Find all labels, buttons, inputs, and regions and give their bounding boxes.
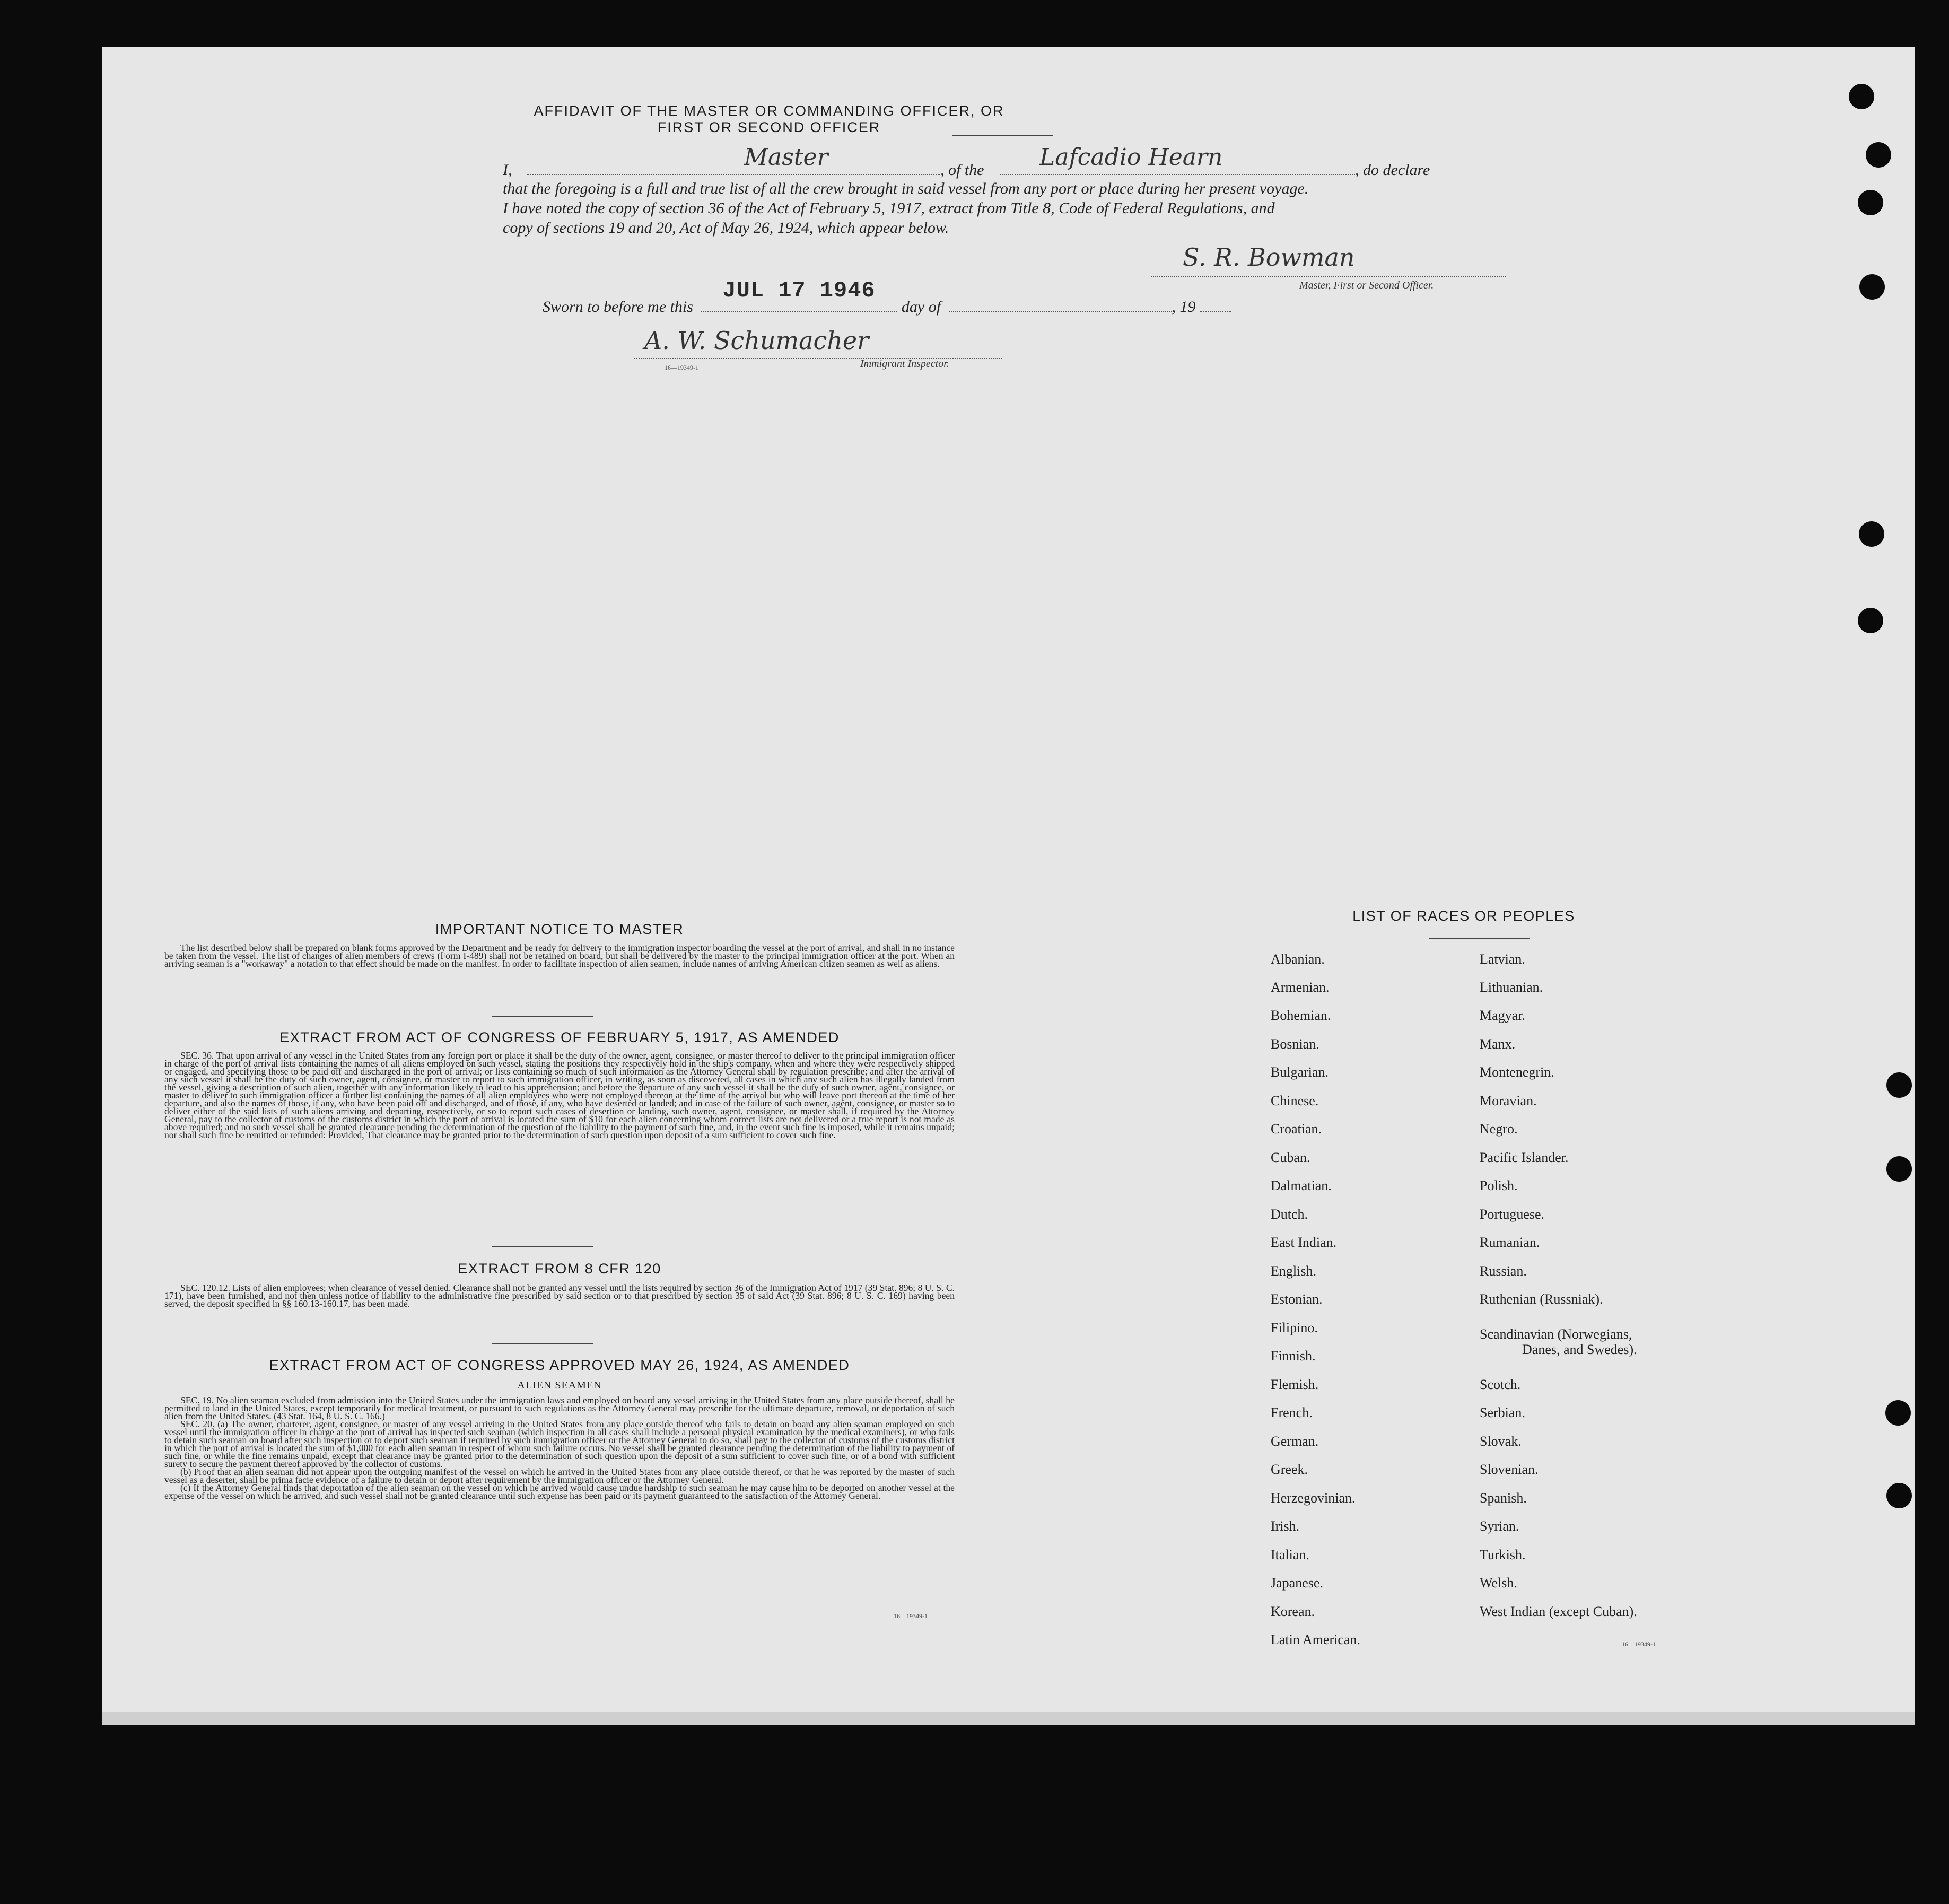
officer-signature-line [1151,243,1506,277]
extract-cfr-title: EXTRACT FROM 8 CFR 120 [458,1261,661,1277]
race-item: Italian. [1271,1547,1309,1562]
year-label: , 19 [1172,298,1196,316]
race-item: Polish. [1480,1178,1518,1193]
race-item: Greek. [1271,1462,1308,1477]
sheet-bottom-edge [102,1712,1915,1725]
year-field [1200,296,1231,312]
race-item: Irish. [1271,1518,1300,1534]
race-item: Lithuanian. [1480,980,1543,995]
race-item: Bohemian. [1271,1008,1331,1023]
race-item: Croatian. [1271,1121,1322,1137]
race-item: Scandinavian (Norwegians, [1480,1326,1632,1342]
races-form-number: 16—19349-1 [1622,1640,1656,1648]
race-item: Estonian. [1271,1291,1323,1307]
race-item: Dutch. [1271,1207,1308,1222]
race-item: Herzegovinian. [1271,1490,1356,1506]
race-item: East Indian. [1271,1235,1337,1250]
race-item: Japanese. [1271,1575,1323,1591]
race-item: Scotch. [1480,1377,1521,1392]
binder-hole [1886,1072,1912,1098]
inspector-signature-line [634,326,1002,359]
sec-120-12-paragraph: SEC. 120.12. Lists of alien employees; when clearance of vessel denied. Clearance shall not be granted any vessel until the lists required by section 36 of the Immigration Act of 1917 (39 Stat. 896; 8 U. S. C. 171), have been furnished, and not then unless notice of liability to the administrative fine prescribed by said section or to that prescribed by section 35 of said Act (39 Stat. 896; 8 U. S. C. 169) having been served, the deposit specified in §§ 160.13-160.17, has been made. [164,1282,955,1309]
section-divider [492,1016,593,1017]
race-item: Montenegrin. [1480,1064,1554,1080]
race-item: Finnish. [1271,1348,1316,1364]
officer-signature-caption: Master, First or Second Officer. [1299,280,1434,291]
race-item: Moravian. [1480,1093,1537,1108]
inspector-signature: A. W. Schumacher [644,326,869,355]
declare-label: , do declare [1355,161,1430,179]
race-item: Ruthenian (Russniak). [1480,1291,1603,1307]
handwritten-vessel-name: Lafcadio Hearn [1039,144,1223,171]
race-item: Armenian. [1271,980,1330,995]
race-item: West Indian (except Cuban). [1480,1604,1637,1619]
race-item: Albanian. [1271,951,1325,967]
binder-hole [1858,608,1883,633]
race-item: English. [1271,1263,1316,1279]
binder-hole [1858,190,1883,215]
race-item: Welsh. [1480,1575,1517,1591]
race-item: Bulgarian. [1271,1064,1329,1080]
race-item: Dalmatian. [1271,1178,1332,1193]
race-item: Slovenian. [1480,1462,1539,1477]
race-item: Slovak. [1480,1434,1522,1449]
race-item: Spanish. [1480,1490,1527,1506]
officer-signature: S. R. Bowman [1183,243,1355,272]
race-item: French. [1271,1405,1313,1420]
inspector-caption: Immigrant Inspector. [860,358,949,370]
race-item: Danes, and Swedes). [1522,1342,1637,1357]
affidavit-i-label: I, [503,161,512,179]
month-field [949,296,1172,312]
sec-20a-paragraph: SEC. 20. (a) The owner, charterer, agent, consignee, or master of any vessel arriving in the United States from any place outside thereof who fails to detain on board any alien seaman employed on such vessel until the immigration officer in charge at the port of arrival has inspected such seaman (which inspection in all cases shall include a personal physical examination by the medical examiners), or who fails to detain such seaman on board after such inspection or to deport such seaman if required by such immigration officer or the Attorney General to do so, shall pay to the collector of customs of the customs district in which the port of arrival is located the sum of $1,000 for each alien seaman in respect of whom such failure occurs. No vessel shall be granted clearance pending the determination of the liability to payment of such fine, or while the fine remains unpaid, except that clearance may be granted prior to the determination of such question upon the deposit of a sum sufficient to cover such fine, or of a bond with sufficient surety to secure the payment thereof approved by the collector of customs. [164,1419,955,1469]
vessel-name-field [1000,144,1355,175]
extract-1917-title: EXTRACT FROM ACT OF CONGRESS OF FEBRUARY 5, 1917, AS AMENDED [279,1029,840,1045]
affidavit-title: AFFIDAVIT OF THE MASTER OR COMMANDING OFFICER, OR FIRST OR SECOND OFFICER [534,103,1004,135]
section-divider [492,1246,593,1247]
affidavit-body [503,144,1510,238]
extract-1917-text [164,1052,955,1139]
binder-hole [1866,142,1891,168]
extract-cfr-text [164,1284,955,1308]
binder-hole [1886,1156,1912,1182]
affidavit-line-1 [503,144,1510,179]
sec-36-paragraph: SEC. 36. That upon arrival of any vessel in the United States from any foreign port or place it shall be the duty of the owner, agent, consignee, or master thereof to deliver to the principal immigration officer in charge of the port of arrival lists containing the names of all aliens employed on such vessel, stating the positions they respectively hold in the ship's company, when and where they were respectively shipped or engaged, and specifying those to be paid off and discharged in the port of arrival; or lists containing so much of such information as the Attorney General shall by regulation prescribe; and after the arrival of any such vessel it shall be the duty of such owner, agent, consignee, or master to report to such immigration officer, in writing, as soon as discovered, all cases in which any such alien has illegally landed from the vessel, giving a description of such alien, together with any information likely to lead to his apprehension; and before the departure of any such vessel it shall be the duty of such owner, agent, consignee, or master to deliver to such immigration officer a further list containing the names of all alien employees who were not employed thereon at the time of the arrival but who will leave port thereon at the time of her departure, and also the names of those, if any, who have been paid off and discharged, and of those, if any, who have deserted or landed; and in case of the failure of such owner, agent, consignee, or master so to deliver either of the said lists of such aliens arriving and departing, respectively, or so to report such cases of desertion or landing, such owner, agent, consignee, or master shall, if required by the Attorney General, pay to the collector of customs of the customs district in which the port of arrival is located the sum of $10 for each alien concerning whom correct lists are not delivered or a true report is not made as above required; and no such vessel shall be granted clearance pending the determination of the question of the liability to the payment of such fine, and, in the event such fine is imposed, while it remains unpaid; nor shall such fine be remitted or refunded: Provided, That clearance may be granted prior to the determination of such question upon deposit of a sum sufficient to cover such fine. [164,1050,955,1140]
binder-hole [1886,1483,1912,1508]
races-divider [1429,938,1530,939]
notice-text [164,944,955,968]
race-item: Pacific Islander. [1480,1150,1569,1165]
officer-name-field [527,144,940,175]
day-of-label: day of [901,298,941,316]
sworn-date-field [701,278,897,312]
binder-hole [1849,84,1874,109]
extract-1924-text [164,1396,955,1500]
date-stamp: JUL 17 1946 [722,278,876,303]
race-item: Syrian. [1480,1518,1519,1534]
notice-title: IMPORTANT NOTICE TO MASTER [435,921,684,937]
sec-19-paragraph: SEC. 19. No alien seaman excluded from admission into the United States under the immigration laws and employed on board any vessel arriving in the United States from any place outside thereof, shall be permitted to land in the United States, except temporarily for medical treatment, or pursuant to such regulations as the Attorney General may prescribe for the ultimate departure, removal, or deportation of such alien from the United States. (43 Stat. 164, 8 U. S. C. 166.) [164,1395,955,1421]
race-item: Serbian. [1480,1405,1525,1420]
section-divider [492,1343,593,1344]
races-title: LIST OF RACES OR PEOPLES [1352,908,1575,924]
affidavit-form-number: 16—19349-1 [665,364,698,371]
race-item: Chinese. [1271,1093,1319,1108]
race-item: German. [1271,1434,1319,1449]
race-item: Turkish. [1480,1547,1526,1562]
extract-form-number: 16—19349-1 [894,1612,928,1620]
race-item: Bosnian. [1271,1036,1319,1052]
race-item: Flemish. [1271,1377,1319,1392]
race-item: Manx. [1480,1036,1516,1052]
title-divider [952,135,1053,136]
sworn-label: Sworn to before me this [543,298,693,316]
extract-1924-title: EXTRACT FROM ACT OF CONGRESS APPROVED MAY 26, 1924, AS AMENDED [269,1357,850,1373]
sec-20c-paragraph: (c) If the Attorney General finds that deportation of the alien seaman on the vessel on which he arrived would cause undue hardship to such seaman he may cause him to be deported on another vessel at the expense of the vessel on which he arrived, and such vessel shall not be granted clearance until such expense has been paid or its payment guaranteed to the satisfaction of the Attorney General. [164,1482,955,1501]
race-item: Magyar. [1480,1008,1525,1023]
sec-20b-paragraph: (b) Proof that an alien seaman did not appear upon the outgoing manifest of the vessel on which he arrived in the United States from any place outside thereof, or that he was reported by the master of such vessel as a deserter, shall be prima facie evidence of a failure to detain or deport after requirement by the immigration officer or the Attorney General. [164,1466,955,1485]
race-item: Negro. [1480,1121,1518,1137]
race-item: Russian. [1480,1263,1527,1279]
race-item: Portuguese. [1480,1207,1545,1222]
affidavit-line-3: I have noted the copy of section 36 of the Act of February 5, 1917, extract from Title 8, Code of Federal Regulations, and [503,199,1275,217]
affidavit-line-4: copy of sections 19 and 20, Act of May 26, 1924, which appear below. [503,219,949,237]
binder-hole [1859,521,1884,547]
race-item: Latin American. [1271,1632,1360,1647]
race-item: Korean. [1271,1604,1315,1619]
race-item: Filipino. [1271,1320,1318,1335]
race-item: Rumanian. [1480,1235,1540,1250]
affidavit-line-2: that the foregoing is a full and true list of all the crew brought in said vessel from any port or place during her present voyage. [503,180,1309,197]
race-item: Latvian. [1480,951,1525,967]
binder-hole [1885,1400,1911,1426]
alien-seamen-subtitle: ALIEN SEAMEN [517,1379,602,1391]
notice-paragraph: The list described below shall be prepared on blank forms approved by the Department and be ready for delivery to the immigration inspector boarding the vessel at the port of arrival, and shall in no instance be taken from the vessel. The list of changes of alien members of crews (Form I-489) shall not be retained on board, but shall be delivered by the master to the principal immigration officer at the port. When an arriving seaman is a "workaway" a notation to that effect should be made on the manifest. In order to facilitate inspection of alien seamen, include names of arriving American citizen seamen as well as aliens. [164,942,955,969]
race-item: Cuban. [1271,1150,1310,1165]
handwritten-officer-title: Master [744,144,828,171]
of-the-label: , of the [940,161,984,179]
binder-hole [1859,274,1885,300]
